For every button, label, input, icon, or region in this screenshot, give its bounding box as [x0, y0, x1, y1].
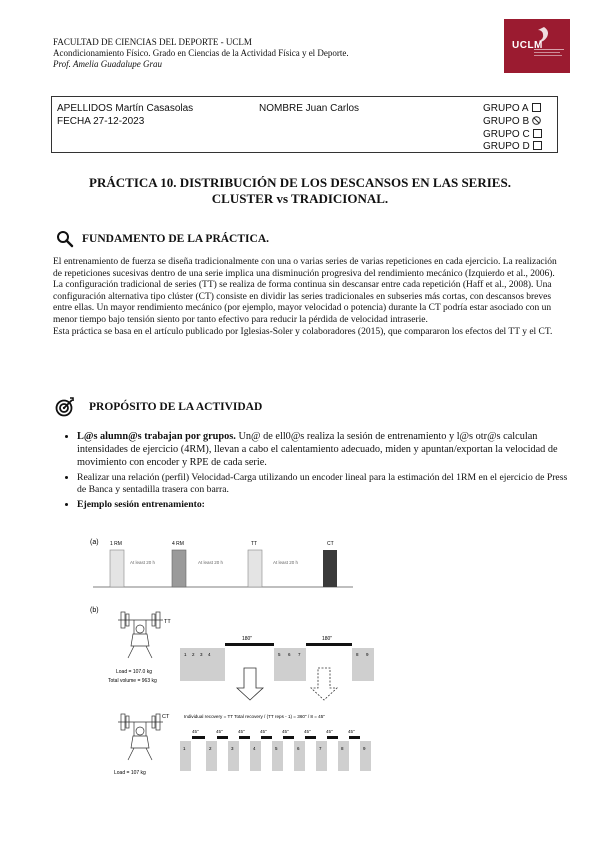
figure-ct-rep-5: 5 — [275, 746, 278, 751]
figure-a-bar-1rm — [110, 550, 124, 587]
figure-ct-rest-7: 45" — [326, 729, 333, 734]
figure-ct-rest-8: 45" — [348, 729, 355, 734]
magnifier-icon — [56, 230, 74, 253]
figure-ct-rest-3: 45" — [238, 729, 245, 734]
figure-ct-rest-1: 45" — [192, 729, 199, 734]
group-d-option[interactable] — [483, 141, 542, 153]
group-c-checkbox[interactable] — [533, 129, 542, 138]
paragraph-2: La configuración tradicional de series (TT) se realiza de forma continua sin descansar entre cada repetición (Haff et al., 2008). Una configuración alternativa tipo clúster (CT) consiste en dividir las series tradicionales en subseries más cortas, con descansos breves entre ellas. Un mayor rendimiento mecánico (por ejemplo, mayor velocidad o potencia) durante la CT podría estar asociado con un menor tiempo bajo tensión siento por tanto efectivo para reducir la pérdida de velocidad intraserie. — [53, 280, 552, 325]
surnames-field: APELLIDOS Martín Casasolas — [57, 103, 194, 114]
figure-ct-rest-bar-8 — [349, 736, 360, 739]
purpose-item-groups-text: Un@ de ell0@s realiza la sesión de entrenamiento y l@s otr@s calculan intensidades de ejercicio (4RM), llevan a cabo el calentamiento adecuado, miden y apuntan/exportan la velocidad de movimiento con encoder y RPE de cada serie. — [77, 431, 558, 468]
figure-ct-rep-3: 3 — [231, 746, 234, 751]
paragraph-3: Esta práctica se basa en el artículo publicado por Iglesias-Soler y colaboradores (2015), que compararon los efectos del TT y el CT. — [53, 326, 553, 337]
training-session-figure — [88, 530, 388, 830]
figure-a-label-tt: TT — [251, 541, 258, 547]
figure-ct-rest-6: 45" — [304, 729, 311, 734]
figure-a-label-4rm: 4 RM — [172, 541, 184, 547]
professor-line: Prof. Amelia Guadalupe Grau — [53, 59, 162, 69]
figure-ct-rep-2: 2 — [209, 746, 212, 751]
section-heading-proposito: PROPÓSITO DE LA ACTIVIDAD — [89, 401, 263, 413]
figure-tt-rest-bar-2 — [306, 643, 352, 646]
purpose-item-profile: • Realizar una relación (perfil) Velocidad-Carga utilizando un encoder lineal para la estimación del 1RM en el ejercicio de Press de Banca y sentadilla trasera con barra. — [77, 472, 577, 496]
logo-text: UCLM — [512, 40, 543, 51]
figure-ct-rep-7: 7 — [319, 746, 322, 751]
uclm-logo — [504, 19, 570, 73]
figure-a-bar-4rm — [172, 550, 186, 587]
group-a-label: GRUPO A — [483, 103, 529, 114]
figure-tt-rep-7: 7 — [298, 652, 301, 657]
figure-ct-rest-bar-3 — [239, 736, 250, 739]
faculty-line: FACULTAD DE CIENCIAS DEL DEPORTE - UCLM — [53, 37, 252, 47]
figure-panel-b-label: (b) — [90, 607, 99, 614]
page-title-line-2: CLUSTER vs TRADICIONAL. — [211, 191, 389, 206]
purpose-item-groups-bold: L@s alumn@s trabajan por grupos. — [77, 431, 236, 442]
group-a-option[interactable] — [483, 103, 541, 115]
figure-ct-rest-2: 45" — [216, 729, 223, 734]
figure-panel-a-label: (a) — [90, 539, 99, 546]
figure-tt-rep-5: 5 — [278, 652, 281, 657]
page-title-line-1: PRÁCTICA 10. DISTRIBUCIÓN DE LOS DESCANSOS EN LAS SERIES. — [89, 175, 511, 190]
figure-ct-rest-bar-1 — [192, 736, 205, 739]
figure-ct-rest-bar-5 — [283, 736, 294, 739]
figure-ct-rest-bar-4 — [261, 736, 272, 739]
figure-ct-rep-1: 1 — [183, 746, 186, 751]
group-d-label: GRUPO D — [483, 141, 530, 152]
figure-tt-rest-2: 180" — [322, 636, 333, 642]
course-line: Acondicionamiento Físico. Grado en Ciencias de la Actividad Física y el Deporte. — [53, 48, 349, 58]
figure-ct-rest-bar-6 — [305, 736, 316, 739]
purpose-item-groups — [77, 430, 577, 469]
figure-tt-rep-4: 4 — [208, 652, 211, 657]
figure-ct-label: CT — [162, 714, 170, 720]
figure-tt-rep-9: 9 — [366, 652, 369, 657]
purpose-list — [60, 430, 577, 515]
date-field: FECHA 27-12-2023 — [57, 116, 145, 127]
group-b-checkbox[interactable] — [532, 116, 541, 125]
group-c-option[interactable] — [483, 129, 542, 141]
figure-a-bar-ct — [323, 550, 337, 587]
name-field: NOMBRE Juan Carlos — [259, 103, 360, 114]
figure-a-label-ct: CT — [327, 541, 334, 547]
figure-a-bar-tt — [248, 550, 262, 587]
paragraph-1: El entrenamiento de fuerza se diseña tradicionalmente con una o varias series de varias repeticiones en cada ejercicio. La realización de repeticiones sucesivas dentro de una serie implica una disminución progresiva del rendimiento mecánico (Izquierdo et al., 2006). — [53, 257, 557, 279]
figure-tt-load: Load = 107.0 kg — [116, 669, 153, 675]
target-icon — [55, 397, 75, 422]
bench-press-athlete-tt-icon — [118, 612, 163, 658]
figure-a-rest-2: At least 20 h — [198, 560, 224, 565]
figure-ct-rest-bar-2 — [217, 736, 228, 739]
figure-tt-rest-1: 180" — [242, 636, 253, 642]
figure-ct-rep-9: 9 — [363, 746, 366, 751]
figure-ct-rest-5: 45" — [282, 729, 289, 734]
down-arrow-dashed-icon — [311, 668, 337, 700]
figure-ct-rest-bar-7 — [327, 736, 338, 739]
bench-press-athlete-ct-icon — [118, 714, 163, 760]
section-fundamento-body — [53, 257, 563, 338]
figure-ct-sequence — [180, 729, 371, 771]
figure-ct-rep-6: 6 — [297, 746, 300, 751]
figure-tt-rep-8: 8 — [356, 652, 359, 657]
group-b-label: GRUPO B — [483, 116, 530, 127]
group-d-checkbox[interactable] — [533, 141, 542, 150]
figure-tt-rep-2: 2 — [192, 652, 195, 657]
group-c-label: GRUPO C — [483, 129, 530, 140]
section-heading-fundamento: FUNDAMENTO DE LA PRÁCTICA. — [82, 233, 269, 245]
figure-tt-label: TT — [164, 619, 171, 625]
figure-tt-rep-3: 3 — [200, 652, 203, 657]
figure-a-rest-3: At least 20 h — [273, 560, 299, 565]
figure-ct-rep-4: 4 — [253, 746, 256, 751]
figure-tt-volume: Total volume = 963 kg — [108, 678, 157, 684]
figure-tt-rest-bar-1 — [225, 643, 274, 646]
group-b-option[interactable] — [483, 116, 541, 128]
purpose-item-example: • Ejemplo sesión entrenamiento: — [77, 499, 577, 511]
group-a-checkbox[interactable] — [532, 103, 541, 112]
figure-ct-rep-8: 8 — [341, 746, 344, 751]
figure-tt-rep-6: 6 — [288, 652, 291, 657]
figure-ct-rest-4: 45" — [260, 729, 267, 734]
figure-ct-load: Load = 107 kg — [114, 770, 146, 776]
figure-a-rest-1: At least 20 h — [130, 560, 156, 565]
figure-tt-rep-1: 1 — [184, 652, 187, 657]
figure-ct-formula: Individual recovery = TT Total recovery / (TT reps - 1) = 360" / 8 = 45" — [184, 714, 325, 719]
figure-a-label-1rm: 1 RM — [110, 541, 122, 547]
down-arrow-icon — [237, 668, 263, 700]
